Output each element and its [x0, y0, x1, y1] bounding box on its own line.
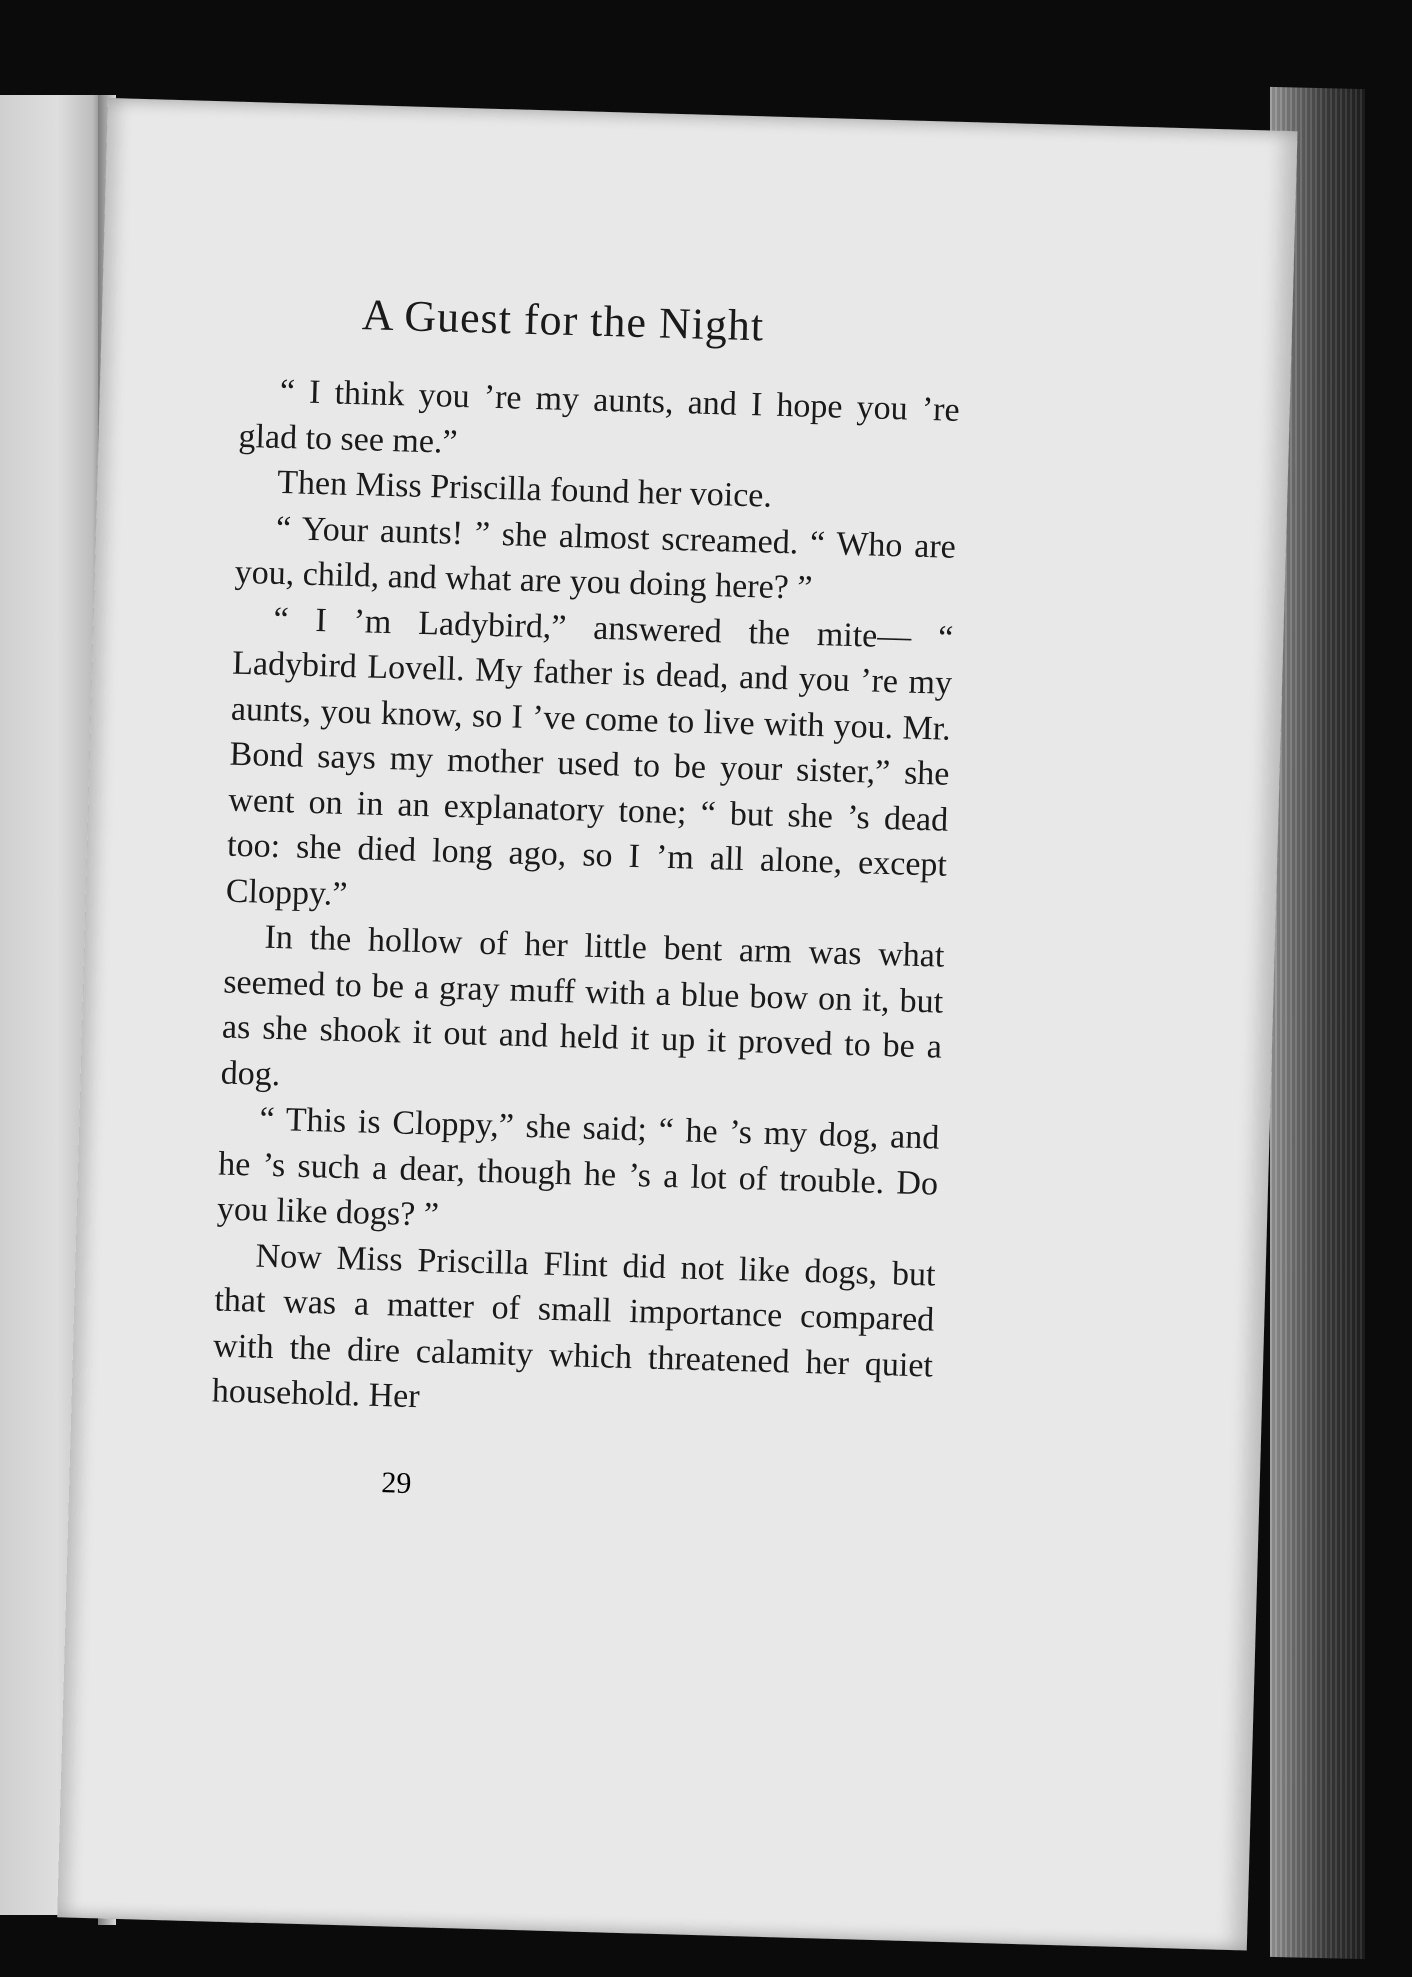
book-page: [57, 98, 1297, 1951]
paragraph: “ I think you ’re my aunts, and I hope you ’re glad to see me.”: [238, 372, 961, 461]
paragraph: Now Miss Priscilla Flint did not like dogs, but that was a matter of small importance compared with the dire calamity which threatened her quiet household. Her: [211, 1237, 936, 1416]
paragraph: Then Miss Priscilla found her voice.: [276, 463, 773, 515]
paragraph: In the hollow of her little bent arm was what seemed to be a gray muff with a blue bow on it, but as she shook it out and held it up it proved to be a dog.: [220, 918, 945, 1093]
paragraph: “ I ’m Ladybird,” answered the mite— “ Ladybird Lovell. My father is dead, and you ’re my aunts, you know, so I ’ve come to live with you. Mr. Bond says my mother used to be your sister,” she went on in an explanatory tone; “ but she ’s dead too: she died long ago, so I ’m all alone, except Cloppy.”: [225, 600, 954, 913]
page-number: 29: [380, 1466, 412, 1501]
text-block: [211, 290, 962, 1434]
running-head: A Guest for the Night: [361, 290, 765, 351]
paragraph: “ Your aunts! ” she almost screamed. “ Who are you, child, and what are you doing here? ”: [234, 509, 957, 607]
paragraph: “ This is Cloppy,” she said; “ he ’s my dog, and he ’s such a dear, though he ’s a lot of trouble. Do you like dogs? ”: [216, 1100, 940, 1234]
